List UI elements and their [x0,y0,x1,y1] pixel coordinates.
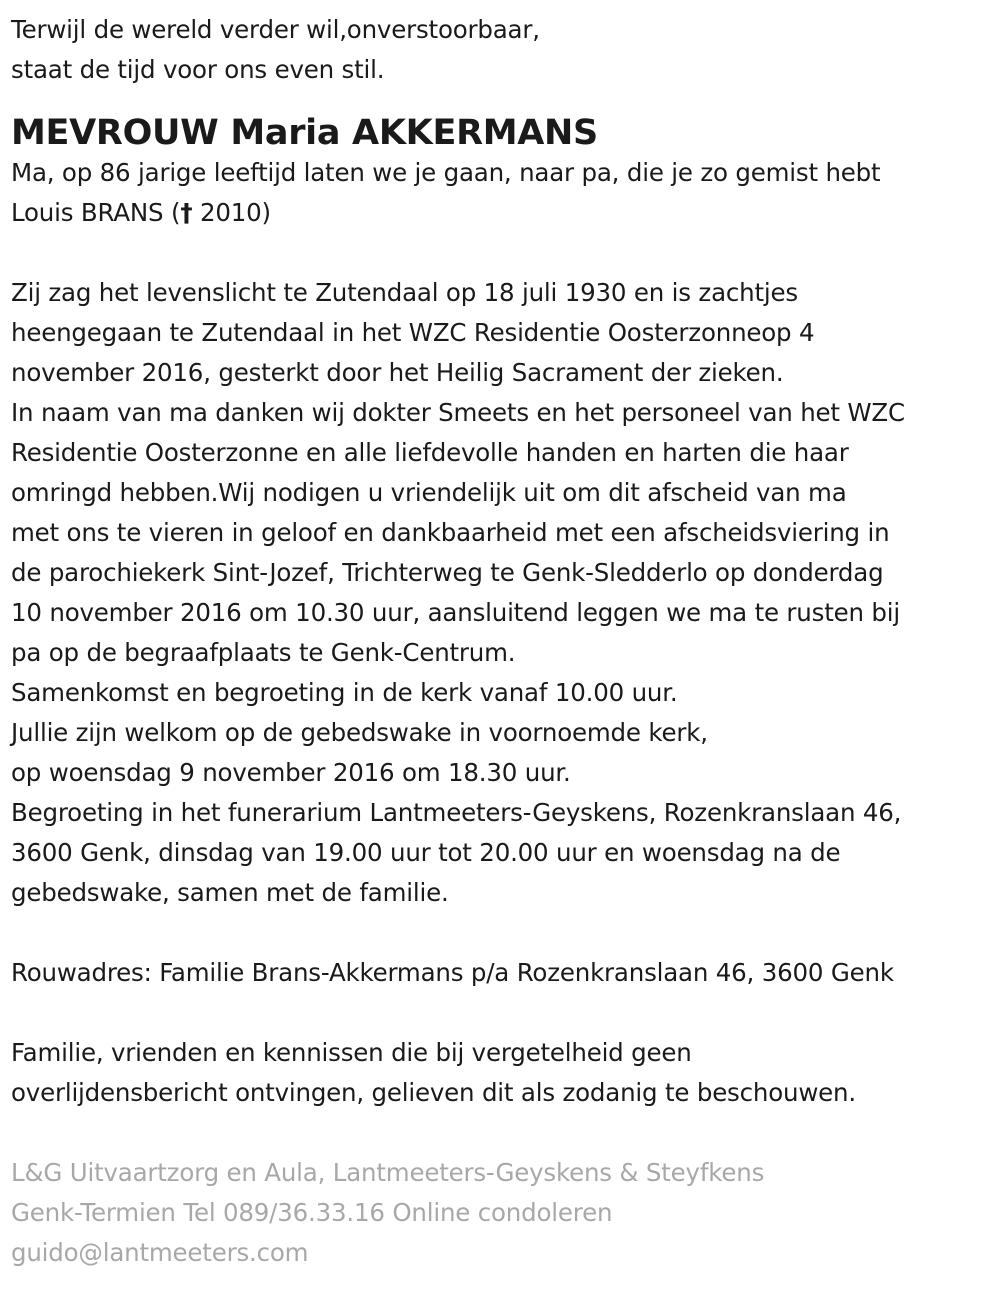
funeral-home-footer [11,1153,996,1273]
body-line: omringd hebben.Wij nodigen u vriendelijk uit om dit afscheid van ma [11,478,847,507]
spacer [11,233,996,273]
body-line: Residentie Oosterzonne en alle liefdevolle handen en harten die haar [11,438,849,467]
body-line: met ons te vieren in geloof en dankbaarheid met een afscheidsviering in [11,518,890,547]
spacer [11,1113,996,1153]
body-line: 10 november 2016 om 10.30 uur, aansluitend leggen we ma te rusten bij [11,598,900,627]
intro-line-1: Terwijl de wereld verder wil,onverstoorbaar, [11,15,540,44]
spouse-suffix: 2010) [192,198,271,227]
body-line: op woensdag 9 november 2016 om 18.30 uur. [11,758,571,787]
footer-line-2: Genk-Termien Tel 089/36.33.16 Online condoleren [11,1198,613,1227]
body-line: Samenkomst en begroeting in de kerk vanaf 10.00 uur. [11,678,678,707]
footer-email: guido@lantmeeters.com [11,1238,309,1267]
cross-icon: † [180,198,193,227]
spacer [11,993,996,1033]
body-line: gebedswake, samen met de familie. [11,878,449,907]
deceased-line-1: Ma, op 86 jarige leeftijd laten we je gaan, naar pa, die je zo gemist hebt [11,158,881,187]
intro-line-2: staat de tijd voor ons even stil. [11,55,385,84]
intro-verse [11,10,996,90]
body-line: Jullie zijn welkom op de gebedswake in voornoemde kerk, [11,718,708,747]
closing-text [11,1033,996,1113]
body-line: de parochiekerk Sint-Jozef, Trichterweg te Genk-Sledderlo op donderdag [11,558,884,587]
footer-line-1: L&G Uitvaartzorg en Aula, Lantmeeters-Geyskens & Steyfkens [11,1158,765,1187]
closing-line-2: overlijdensbericht ontvingen, gelieven dit als zodanig te beschouwen. [11,1078,856,1107]
closing-line-1: Familie, vrienden en kennissen die bij vergetelheid geen [11,1038,692,1067]
rouwadres: Rouwadres: Familie Brans-Akkermans p/a Rozenkranslaan 46, 3600 Genk [11,958,894,987]
spouse-prefix: Louis BRANS ( [11,198,181,227]
deceased-name: MEVROUW Maria AKKERMANS [11,113,598,153]
spouse-line [11,193,996,233]
obituary-notice [11,10,996,1273]
body-line: pa op de begraafplaats te Genk-Centrum. [11,638,516,667]
body-line: heengegaan te Zutendaal in het WZC Residentie Oosterzonneop 4 [11,318,815,347]
body-line: Begroeting in het funerarium Lantmeeters-Geyskens, Rozenkranslaan 46, [11,798,902,827]
body-text [11,273,996,913]
body-line: Zij zag het levenslicht te Zutendaal op 18 juli 1930 en is zachtjes [11,278,798,307]
spacer [11,913,996,953]
body-line: 3600 Genk, dinsdag van 19.00 uur tot 20.00 uur en woensdag na de [11,838,841,867]
body-line: november 2016, gesterkt door het Heilig Sacrament der zieken. [11,358,784,387]
body-line: In naam van ma danken wij dokter Smeets en het personeel van het WZC [11,398,905,427]
